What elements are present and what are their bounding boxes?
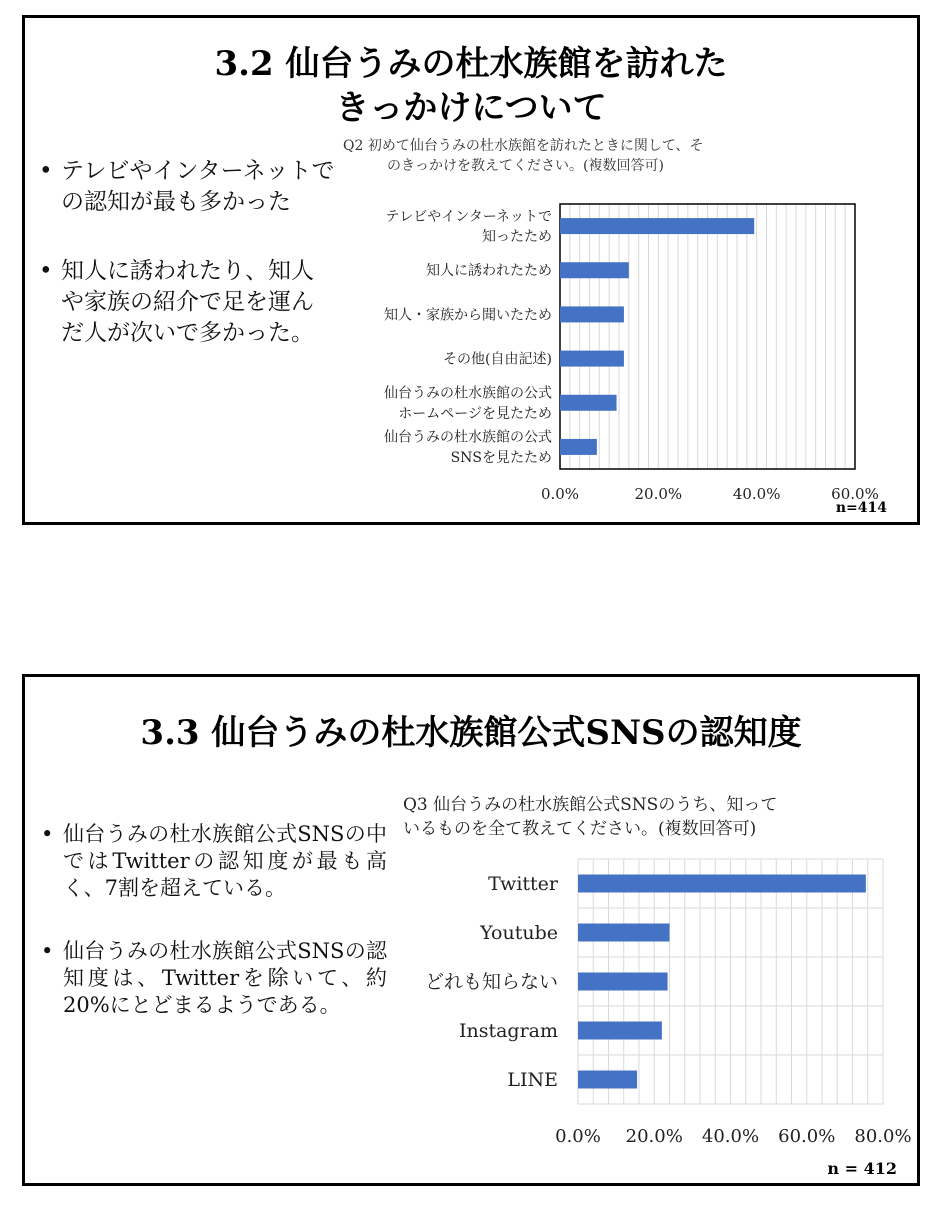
title-line-1: 3.2 仙台うみの杜水族館を訪れた [214, 44, 728, 84]
tick-label: 60.0% [831, 485, 879, 503]
category-label-line: その他(自由記述) [443, 351, 552, 368]
bar [560, 262, 629, 278]
category-label-line: LINE [507, 1069, 558, 1092]
tick-label: 80.0% [854, 1126, 912, 1147]
tick-label: 40.0% [732, 485, 781, 503]
bar [578, 875, 866, 893]
bar [560, 351, 624, 367]
category-label-line: 仙台うみの杜水族館の公式 [384, 429, 552, 446]
question-line-1: Q3 仙台うみの杜水族館公式SNSのうち、知って [403, 795, 778, 815]
bar [560, 218, 754, 234]
title-line-2: きっかけについて [335, 88, 607, 128]
tick-label: 40.0% [701, 1126, 760, 1147]
category-label-line: 仙台うみの杜水族館の公式 [384, 385, 552, 402]
tick-label: 0.0% [540, 485, 580, 503]
question-line-2: のきっかけを教えてください。(複数回答可) [387, 158, 664, 174]
category-label-line: Twitter [488, 873, 558, 896]
tick-label: 20.0% [625, 1126, 683, 1147]
question-line-1: Q2 初めて仙台うみの杜水族館を訪れたときに関して、そ [343, 138, 704, 154]
category-label-line: Youtube [480, 922, 558, 945]
bar [578, 924, 670, 942]
category-label [384, 307, 552, 323]
bar [578, 1071, 637, 1089]
question-line-2: いるものを全て教えてください。(複数回答可) [403, 819, 757, 839]
bar [560, 395, 617, 411]
sample-size-label: n=414 [835, 500, 887, 516]
category-label [426, 263, 552, 279]
bullet-item: • テレビやインターネットでの認知が最も多かった [35, 156, 335, 218]
category-label [488, 873, 559, 895]
tick-label: 20.0% [634, 485, 683, 503]
tick-label: 60.0% [778, 1126, 836, 1147]
gridlines [560, 204, 855, 469]
category-label [459, 1020, 558, 1042]
category-label [384, 429, 552, 466]
bullet-item: • 知人に誘われたり、知人や家族の紹介で足を運んだ人が次いで多かった。 [35, 256, 335, 349]
sample-size-label: n = 412 [827, 1159, 897, 1178]
category-label-line: 知ったため [482, 229, 552, 246]
bar [578, 1022, 662, 1040]
category-label-line: SNSを見たため [450, 449, 552, 466]
bar [578, 973, 668, 991]
slide-visit-reasons [22, 15, 920, 525]
bar-chart-sns-awareness [25, 677, 923, 1189]
category-label [384, 385, 552, 422]
category-label-line: どれも知らない [424, 971, 558, 994]
slide-title: 3.3 仙台うみの杜水族館公式SNSの認知度 [140, 713, 802, 753]
bar [560, 306, 624, 322]
bar-chart-visit-reasons [25, 18, 923, 528]
category-label [479, 922, 558, 944]
category-label-line: テレビやインターネットで [385, 208, 552, 225]
bar [560, 439, 597, 455]
category-label [386, 209, 552, 245]
slide-sns-awareness [22, 674, 920, 1186]
category-label [507, 1069, 558, 1091]
category-label-line: 知人・家族から聞いたため [384, 307, 552, 324]
bullet-item: • 仙台うみの杜水族館公式SNSの認知度は、Twitterを除いて、約20%にとどまるようである。 [37, 938, 387, 1019]
category-label-line: 知人に誘われたため [426, 263, 552, 280]
category-label [425, 971, 558, 993]
category-label-line: Instagram [458, 1020, 558, 1043]
category-label [443, 350, 552, 367]
bullet-item: • 仙台うみの杜水族館公式SNSの中ではTwitterの認知度が最も高く、7割を超えている。 [37, 821, 387, 902]
tick-label: 0.0% [555, 1126, 601, 1147]
category-label-line: ホームページを見たため [398, 405, 552, 422]
